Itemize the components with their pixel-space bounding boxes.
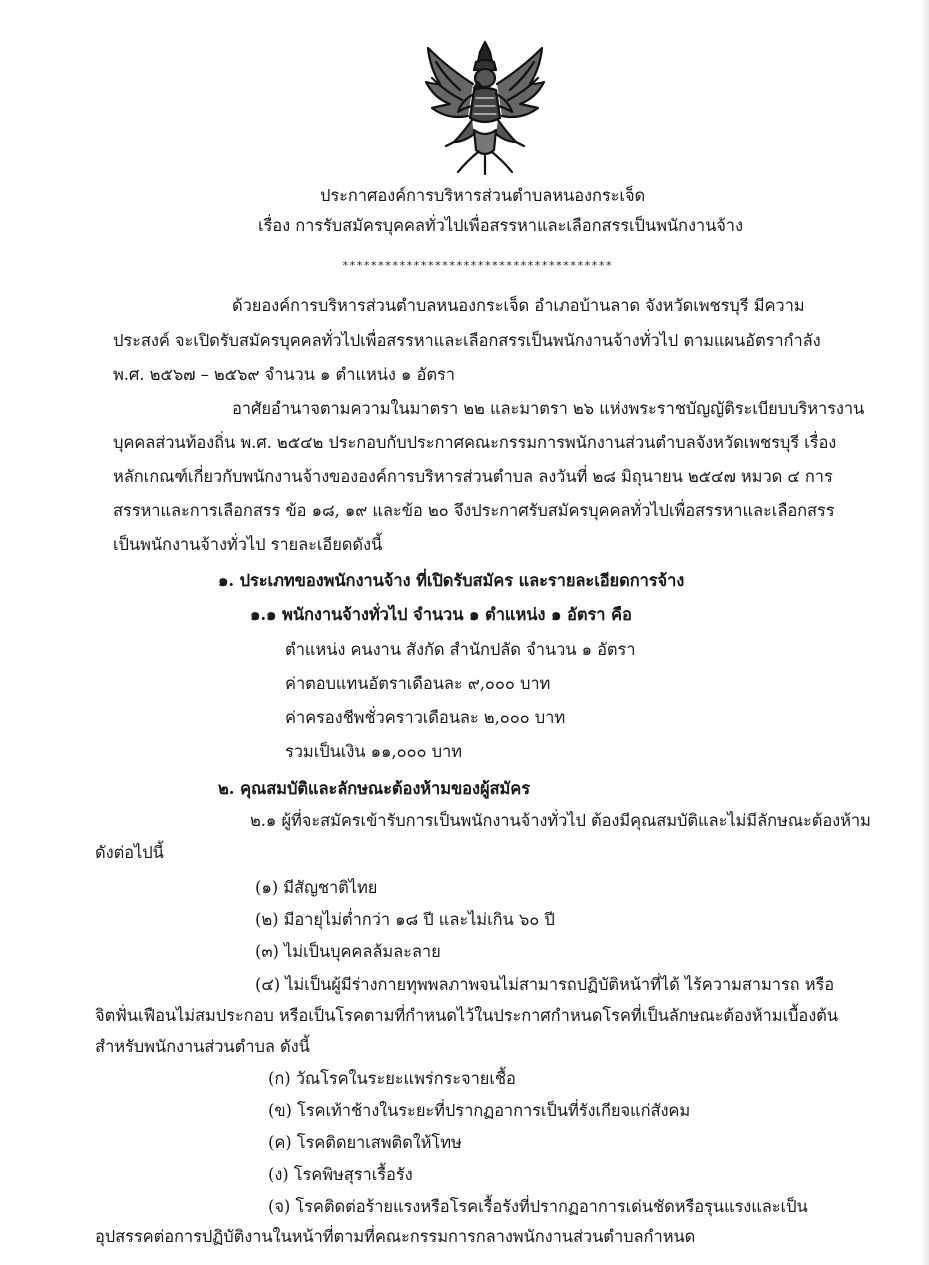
section1-1-item: ค่าตอบแทนอัตราเดือนละ ๙,๐๐๐ บาท bbox=[285, 674, 551, 693]
para2-line4: สรรหาและการเลือกสรร ข้อ ๑๘, ๑๙ และข้อ ๒๐ จึงประกาศรับสมัครบุคคลทั่วไปเพื่อสรรหาและเลือกสรร bbox=[113, 501, 835, 520]
para2-line1: อาศัยอำนาจตามความในมาตรา ๒๒ และมาตรา ๒๖ แห่งพระราชบัญญัติระเบียบบริหารงาน bbox=[232, 399, 865, 418]
section2-1-line1: ๒.๑ ผู้ที่จะสมัครเข้ารับการเป็นพนักงานจ้างทั่วไป ต้องมีคุณสมบัติและไม่มีลักษณะต้องห้าม bbox=[250, 811, 871, 830]
section2-heading: ๒. คุณสมบัติและลักษณะต้องห้ามของผู้สมัคร bbox=[218, 779, 530, 798]
qualification4-continued: จิตฟั่นเฟือนไม่สมประกอบ หรือเป็นโรคตามที่กำหนดไว้ในประกาศกำหนดโรคที่เป็นลักษณะต้องห้ามเบื้องต้น bbox=[95, 1006, 838, 1025]
para2-line2: บุคคลส่วนท้องถิ่น พ.ศ. ๒๕๔๒ ประกอบกับประกาศคณะกรรมการพนักงานส่วนตำบลจังหวัดเพชรบุรี เรื่อง bbox=[113, 433, 837, 452]
disease-item: (จ) โรคติดต่อร้ายแรงหรือโรคเรื้อรังที่ปรากฏอาการเด่นชัดหรือรุนแรงและเป็น bbox=[268, 1197, 808, 1216]
qualification-item: (๓) ไม่เป็นบุคคลล้มละลาย bbox=[255, 942, 441, 961]
disease-item: (ง) โรคพิษสุราเรื้อรัง bbox=[268, 1165, 413, 1184]
disease-item: (ค) โรคติดยาเสพติดให้โทษ bbox=[268, 1133, 462, 1152]
separator-line: ************************************** bbox=[342, 259, 613, 272]
section1-1-heading: ๑.๑ พนักงานจ้างทั่วไป จำนวน ๑ ตำแหน่ง ๑ อัตรา คือ bbox=[250, 605, 632, 624]
qualification-item: (๑) มีสัญชาติไทย bbox=[255, 878, 378, 897]
para1-line2: ประสงค์ จะเปิดรับสมัครบุคคลทั่วไปเพื่อสรรหาและเลือกสรรเป็นพนักงานจ้างทั่วไป ตามแผนอัตรากำลัง bbox=[113, 331, 821, 350]
garuda-emblem-icon bbox=[418, 38, 552, 178]
section1-1-item: ตำแหน่ง คนงาน สังกัด สำนักปลัด จำนวน ๑ อัตรา bbox=[285, 640, 636, 659]
page-edge-shadow bbox=[921, 0, 929, 1265]
para2-line5: เป็นพนักงานจ้างทั่วไป รายละเอียดดังนี้ bbox=[113, 535, 383, 554]
announcement-title: ประกาศองค์การบริหารส่วนตำบลหนองกระเจ็ด bbox=[320, 186, 646, 205]
qualification-item: (๔) ไม่เป็นผู้มีร่างกายทุพพลภาพจนไม่สามารถปฏิบัติหน้าที่ได้ ไร้ความสามารถ หรือ bbox=[255, 975, 835, 994]
para1-line3: พ.ศ. ๒๕๖๗ – ๒๕๖๙ จำนวน ๑ ตำแหน่ง ๑ อัตรา bbox=[113, 365, 455, 384]
disease-item: (ข) โรคเท้าช้างในระยะที่ปรากฏอาการเป็นที่รังเกียจแก่สังคม bbox=[268, 1101, 691, 1120]
qualification-item: (๒) มีอายุไม่ต่ำกว่า ๑๘ ปี และไม่เกิน ๖๐ ปี bbox=[255, 910, 555, 929]
para2-line3: หลักเกณฑ์เกี่ยวกับพนักงานจ้างขององค์การบริหารส่วนตำบล ลงวันที่ ๒๘ มิถุนายน ๒๕๔๗ หมวด ๔ การ bbox=[113, 467, 833, 486]
disease5-continued: อุปสรรคต่อการปฏิบัติงานในหน้าที่ตามที่คณะกรรมการกลางพนักงานส่วนตำบลกำหนด bbox=[95, 1227, 696, 1246]
announcement-subject: เรื่อง การรับสมัครบุคคลทั่วไปเพื่อสรรหาและเลือกสรรเป็นพนักงานจ้าง bbox=[258, 216, 743, 235]
section1-1-item: ค่าครองชีพชั่วคราวเดือนละ ๒,๐๐๐ บาท bbox=[285, 708, 566, 727]
para1-line1: ด้วยองค์การบริหารส่วนตำบลหนองกระเจ็ด อำเภอบ้านลาด จังหวัดเพชรบุรี มีความ bbox=[232, 296, 805, 315]
section1-1-item: รวมเป็นเงิน ๑๑,๐๐๐ บาท bbox=[285, 742, 462, 761]
section1-heading: ๑. ประเภทของพนักงานจ้าง ที่เปิดรับสมัคร และรายละเอียดการจ้าง bbox=[218, 571, 685, 590]
section2-1-line2: ดังต่อไปนี้ bbox=[95, 843, 164, 862]
disease-item: (ก) วัณโรคในระยะแพร่กระจายเชื้อ bbox=[268, 1069, 516, 1088]
qualification4-continued: สำหรับพนักงานส่วนตำบล ดังนี้ bbox=[95, 1037, 310, 1056]
